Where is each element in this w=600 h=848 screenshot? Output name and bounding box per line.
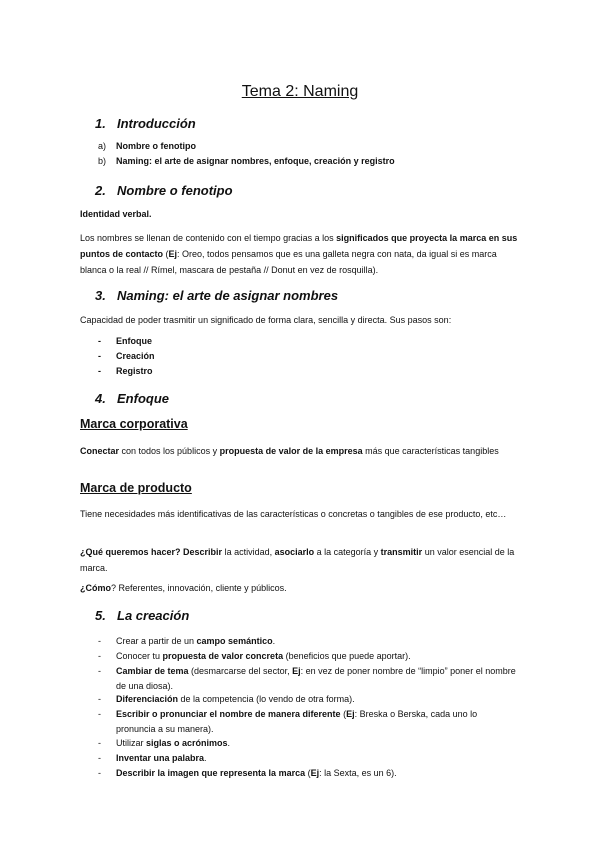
list-item: - Describir la imagen que representa la marca (Ej: la Sexta, es un 6). <box>98 768 397 778</box>
identity-label: Identidad verbal. <box>80 209 152 219</box>
list-item: - Utilizar siglas o acrónimos. <box>98 738 231 748</box>
list-item: - Enfoque <box>98 336 152 346</box>
list-item: b) Naming: el arte de asignar nombres, enfoque, creación y registro <box>98 156 395 166</box>
list-item: a) Nombre o fenotipo <box>98 141 196 151</box>
section-heading-4: 4. Enfoque <box>95 391 169 406</box>
paragraph: Conectar con todos los públicos y propuesta de valor de la empresa más que características tangibles <box>80 446 499 456</box>
list-item: - Conocer tu propuesta de valor concreta (beneficios que puede aportar). <box>98 651 411 661</box>
list-item: - Diferenciación de la competencia (lo vendo de otra forma). <box>98 694 355 704</box>
section-heading-5: 5. La creación <box>95 608 190 623</box>
subheading-corporate: Marca corporativa <box>80 417 188 431</box>
list-item: - Crear a partir de un campo semántico. <box>98 636 276 646</box>
section-heading-1 <box>95 116 196 131</box>
paragraph: ¿Qué queremos hacer? Describir la actividad, asociarlo a la categoría y transmitir un valor esencial de la marca. <box>80 547 515 573</box>
section-title: Introducción <box>117 116 196 131</box>
paragraph: Tiene necesidades más identificativas de las características o concretas o tangibles de ese producto, etc… <box>80 509 507 519</box>
list-item: - Cambiar de tema (desmarcarse del sector, Ej: en vez de poner nombre de “limpio” poner el nombre de una diosa). <box>98 666 516 691</box>
list-item: - Registro <box>98 366 153 376</box>
paragraph: ¿Cómo? Referentes, innovación, cliente y públicos. <box>80 583 287 593</box>
list-item: - Inventar una palabra. <box>98 753 207 763</box>
list-item: - Escribir o pronunciar el nombre de manera diferente (Ej: Breska o Berska, cada uno lo pronuncia a su manera). <box>98 709 478 734</box>
paragraph: Los nombres se llenan de contenido con el tiempo gracias a los significados que proyecta la marca en sus puntos de contacto (Ej: Oreo, todos pensamos que es una galleta negra con nata, da igual si es marca blanca o la real // Rímel, mascara de pestaña // Donut en vez de rosquilla). <box>80 233 518 275</box>
list-item: - Creación <box>98 351 155 361</box>
paragraph: Capacidad de poder trasmitir un significado de forma clara, sencilla y directa. Sus pasos son: <box>80 315 452 325</box>
subheading-product: Marca de producto <box>80 481 192 495</box>
page-title: Tema 2: Naming <box>241 83 359 100</box>
section-number: 1. <box>95 116 106 131</box>
section-heading-2: 2. Nombre o fenotipo <box>95 183 233 198</box>
section-heading-3: 3. Naming: el arte de asignar nombres <box>95 288 339 303</box>
